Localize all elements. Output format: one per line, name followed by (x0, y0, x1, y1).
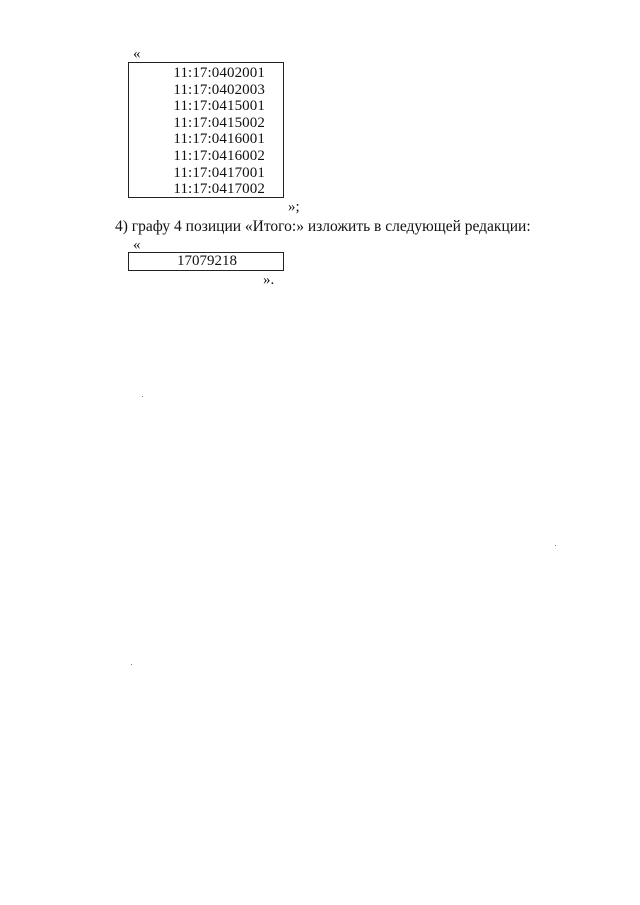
cadastral-code-cell: 11:17:0416001 (173, 131, 265, 148)
instruction-item-4: 4) графу 4 позиции «Итого:» изложить в следующей редакции: (115, 218, 531, 235)
cadastral-code-cell: 11:17:0402003 (173, 81, 265, 98)
closing-quote-mark: ». (263, 272, 275, 288)
closing-quote-mark: »; (288, 199, 300, 215)
scan-speck (142, 396, 143, 397)
cadastral-code-cell: 11:17:0415002 (173, 114, 265, 131)
total-value-table (128, 252, 284, 271)
cadastral-code-cell: 11:17:0416002 (173, 147, 265, 164)
cadastral-code-cell: 11:17:0417001 (173, 164, 265, 181)
cadastral-codes-table (128, 62, 284, 198)
opening-quote-mark: « (133, 237, 141, 253)
total-value-cell: 17079218 (177, 253, 237, 269)
cadastral-codes-list (173, 65, 265, 198)
cadastral-code-cell: 11:17:0417002 (173, 181, 265, 198)
cadastral-code-cell: 11:17:0415001 (173, 98, 265, 115)
cadastral-code-cell: 11:17:0402001 (173, 65, 265, 81)
scan-speck (555, 545, 556, 546)
scan-speck (131, 664, 132, 665)
opening-quote-mark: « (133, 46, 141, 62)
